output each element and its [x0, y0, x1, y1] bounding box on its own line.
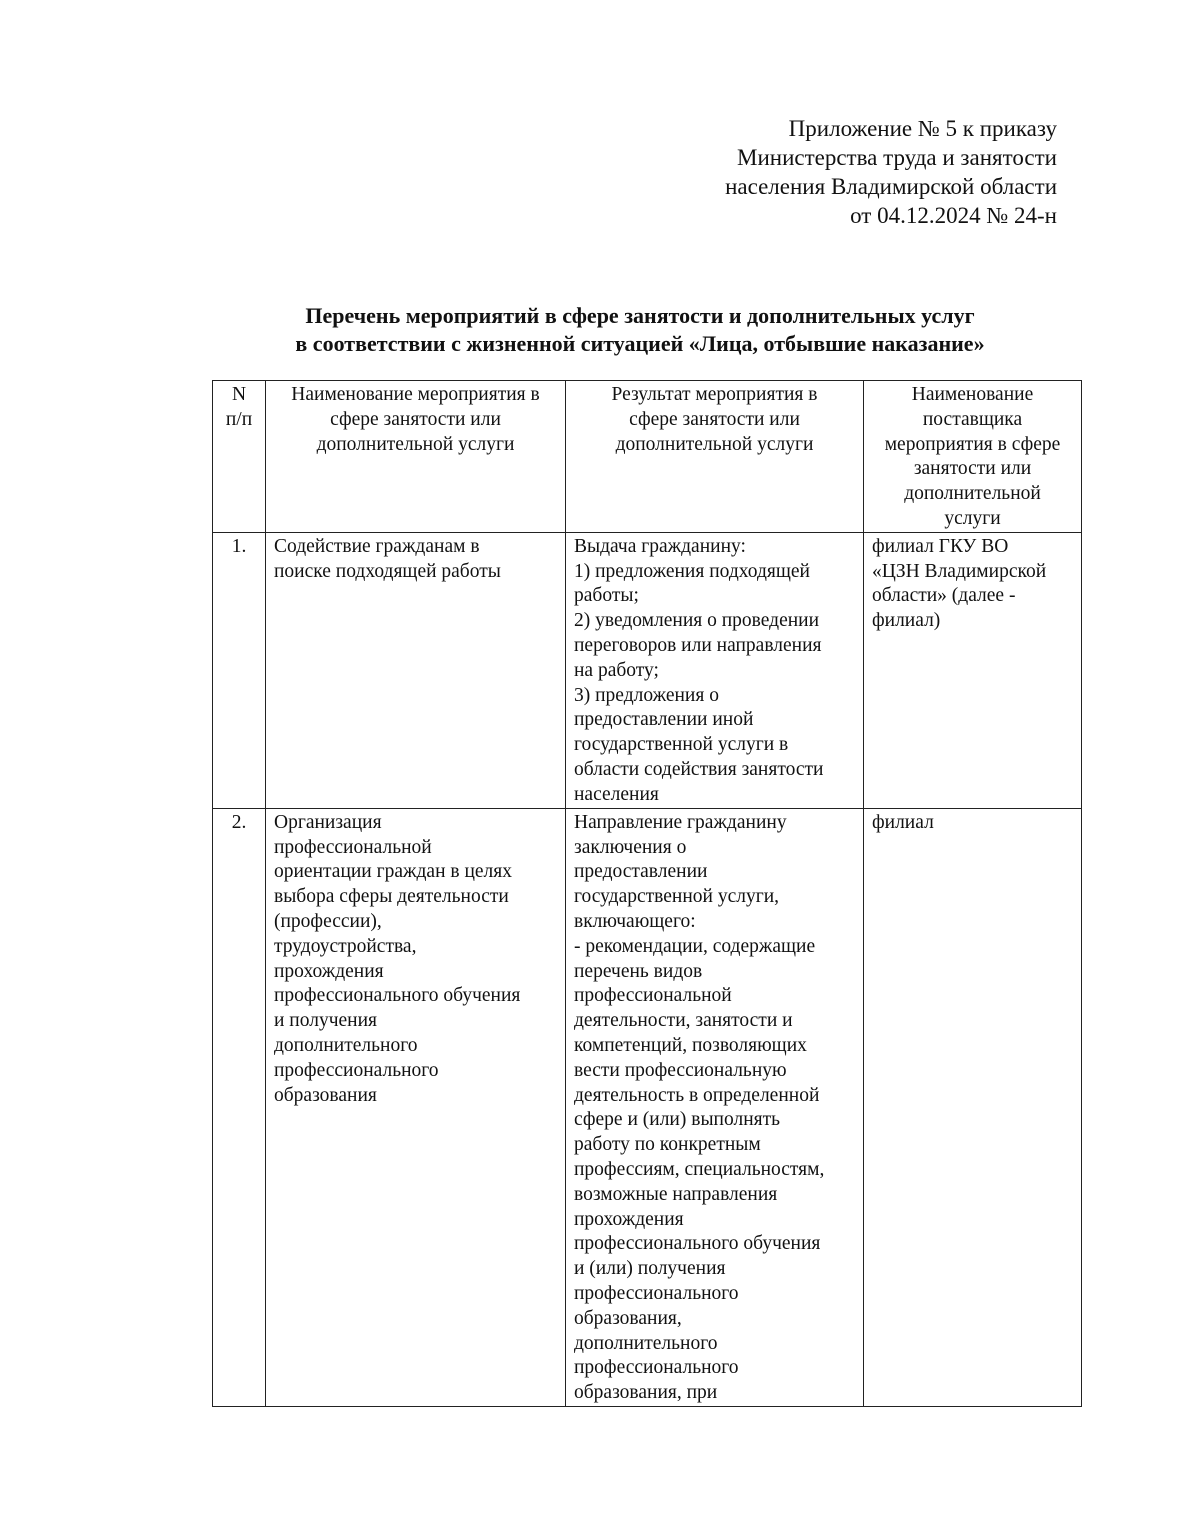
cell-line: дополнительного — [574, 1332, 718, 1354]
cell-line: дополнительного — [274, 1034, 418, 1056]
cell-line: заключения о — [574, 836, 687, 858]
appendix-line: от 04.12.2024 № 24-н — [850, 203, 1057, 228]
cell-line: Содействие гражданам в — [274, 535, 480, 557]
cell-line: работу по конкретным — [574, 1134, 761, 1156]
cell-line: вести профессиональную — [574, 1059, 787, 1081]
cell-line: на работу; — [574, 659, 659, 681]
cell-line: профессионального — [274, 1059, 439, 1081]
cell-line: образования, при — [574, 1382, 718, 1404]
cell-line: профессиональной — [574, 985, 732, 1007]
header-line: п/п — [225, 408, 253, 430]
cell-line: (профессии), — [274, 910, 382, 932]
header-line: мероприятия в сфере — [884, 433, 1061, 455]
cell-line: деятельности, занятости и — [574, 1010, 793, 1032]
document-title — [150, 302, 1130, 358]
table-row — [213, 532, 1082, 808]
cell-line: филиал — [872, 811, 934, 833]
table-header-row — [213, 381, 1082, 533]
appendix-block — [725, 114, 1057, 230]
header-line: дополнительной услуги — [615, 433, 814, 455]
header-event-name — [266, 381, 566, 533]
row-number: 2. — [213, 808, 266, 1406]
event-result-cell — [566, 532, 864, 808]
cell-line: деятельность в определенной — [574, 1084, 820, 1106]
cell-line: - рекомендации, содержащие — [574, 935, 816, 957]
cell-line: Организация — [274, 811, 382, 833]
cell-line: Направление гражданину — [574, 811, 787, 833]
appendix-line: Приложение № 5 к приказу — [788, 116, 1057, 141]
appendix-line: Министерства труда и занятости — [737, 145, 1057, 170]
cell-line: переговоров или направления — [574, 634, 822, 656]
header-line: Наименование мероприятия в — [291, 384, 540, 405]
cell-line: области» (далее - — [872, 585, 1016, 607]
cell-line: населения — [574, 783, 659, 805]
event-name-cell — [266, 808, 566, 1406]
cell-line: филиал) — [872, 610, 941, 632]
cell-line: трудоустройства, — [274, 935, 417, 957]
cell-line: «ЦЗН Владимирской — [872, 560, 1047, 582]
cell-line: 2) уведомления о проведении — [574, 610, 820, 632]
header-line: N — [231, 384, 247, 405]
appendix-line: населения Владимирской области — [725, 174, 1057, 199]
cell-line: профессиональной — [274, 836, 432, 858]
cell-line: работы; — [574, 585, 639, 607]
cell-line: профессионального обучения — [274, 985, 521, 1007]
cell-line: области содействия занятости — [574, 758, 824, 780]
cell-line: сфере и (или) выполнять — [574, 1109, 781, 1131]
cell-line: профессионального — [574, 1282, 739, 1304]
header-line: Наименование — [911, 384, 1034, 405]
event-name-cell — [266, 532, 566, 808]
title-line: Перечень мероприятий в сфере занятости и дополнительных услуг — [305, 303, 975, 328]
events-table — [212, 380, 1082, 1407]
header-line: занятости или — [913, 458, 1032, 480]
cell-line: филиал ГКУ ВО — [872, 535, 1009, 557]
header-line: дополнительной услуги — [316, 433, 515, 455]
cell-line: профессиям, специальностям, — [574, 1158, 825, 1180]
provider-cell — [864, 532, 1082, 808]
cell-line: прохождения — [274, 960, 384, 982]
cell-line: образования, — [574, 1307, 682, 1329]
cell-line: профессионального — [574, 1357, 739, 1379]
cell-line: поиске подходящей работы — [274, 560, 501, 582]
cell-line: возможные направления — [574, 1183, 778, 1205]
cell-line: включающего: — [574, 910, 696, 932]
cell-line: государственной услуги в — [574, 734, 789, 756]
cell-line: 1) предложения подходящей — [574, 560, 810, 582]
header-line: поставщика — [922, 408, 1023, 430]
table-row — [213, 808, 1082, 1406]
header-event-result — [566, 381, 864, 533]
cell-line: ориентации граждан в целях — [274, 861, 513, 883]
header-line: Результат мероприятия в — [611, 384, 818, 405]
header-line: услуги — [944, 507, 1001, 529]
cell-line: предоставлении иной — [574, 709, 754, 731]
title-line: в соответствии с жизненной ситуацией «Лица, отбывшие наказание» — [295, 331, 985, 356]
header-line: сфере занятости или — [629, 408, 800, 430]
cell-line: 3) предложения о — [574, 684, 719, 706]
cell-line: выбора сферы деятельности — [274, 886, 509, 908]
header-number — [213, 381, 266, 533]
cell-line: профессионального обучения — [574, 1233, 821, 1255]
cell-line: прохождения — [574, 1208, 684, 1230]
event-result-cell — [566, 808, 864, 1406]
cell-line: перечень видов — [574, 960, 703, 982]
cell-line: Выдача гражданину: — [574, 535, 746, 557]
header-provider — [864, 381, 1082, 533]
cell-line: компетенций, позволяющих — [574, 1034, 807, 1056]
cell-line: государственной услуги, — [574, 886, 780, 908]
cell-line: образования — [274, 1084, 377, 1106]
header-line: сфере занятости или — [330, 408, 501, 430]
cell-line: предоставлении — [574, 861, 708, 883]
provider-cell — [864, 808, 1082, 1406]
row-number: 1. — [213, 532, 266, 808]
cell-line: и получения — [274, 1010, 378, 1032]
cell-line: и (или) получения — [574, 1258, 726, 1280]
header-line: дополнительной — [904, 483, 1041, 505]
